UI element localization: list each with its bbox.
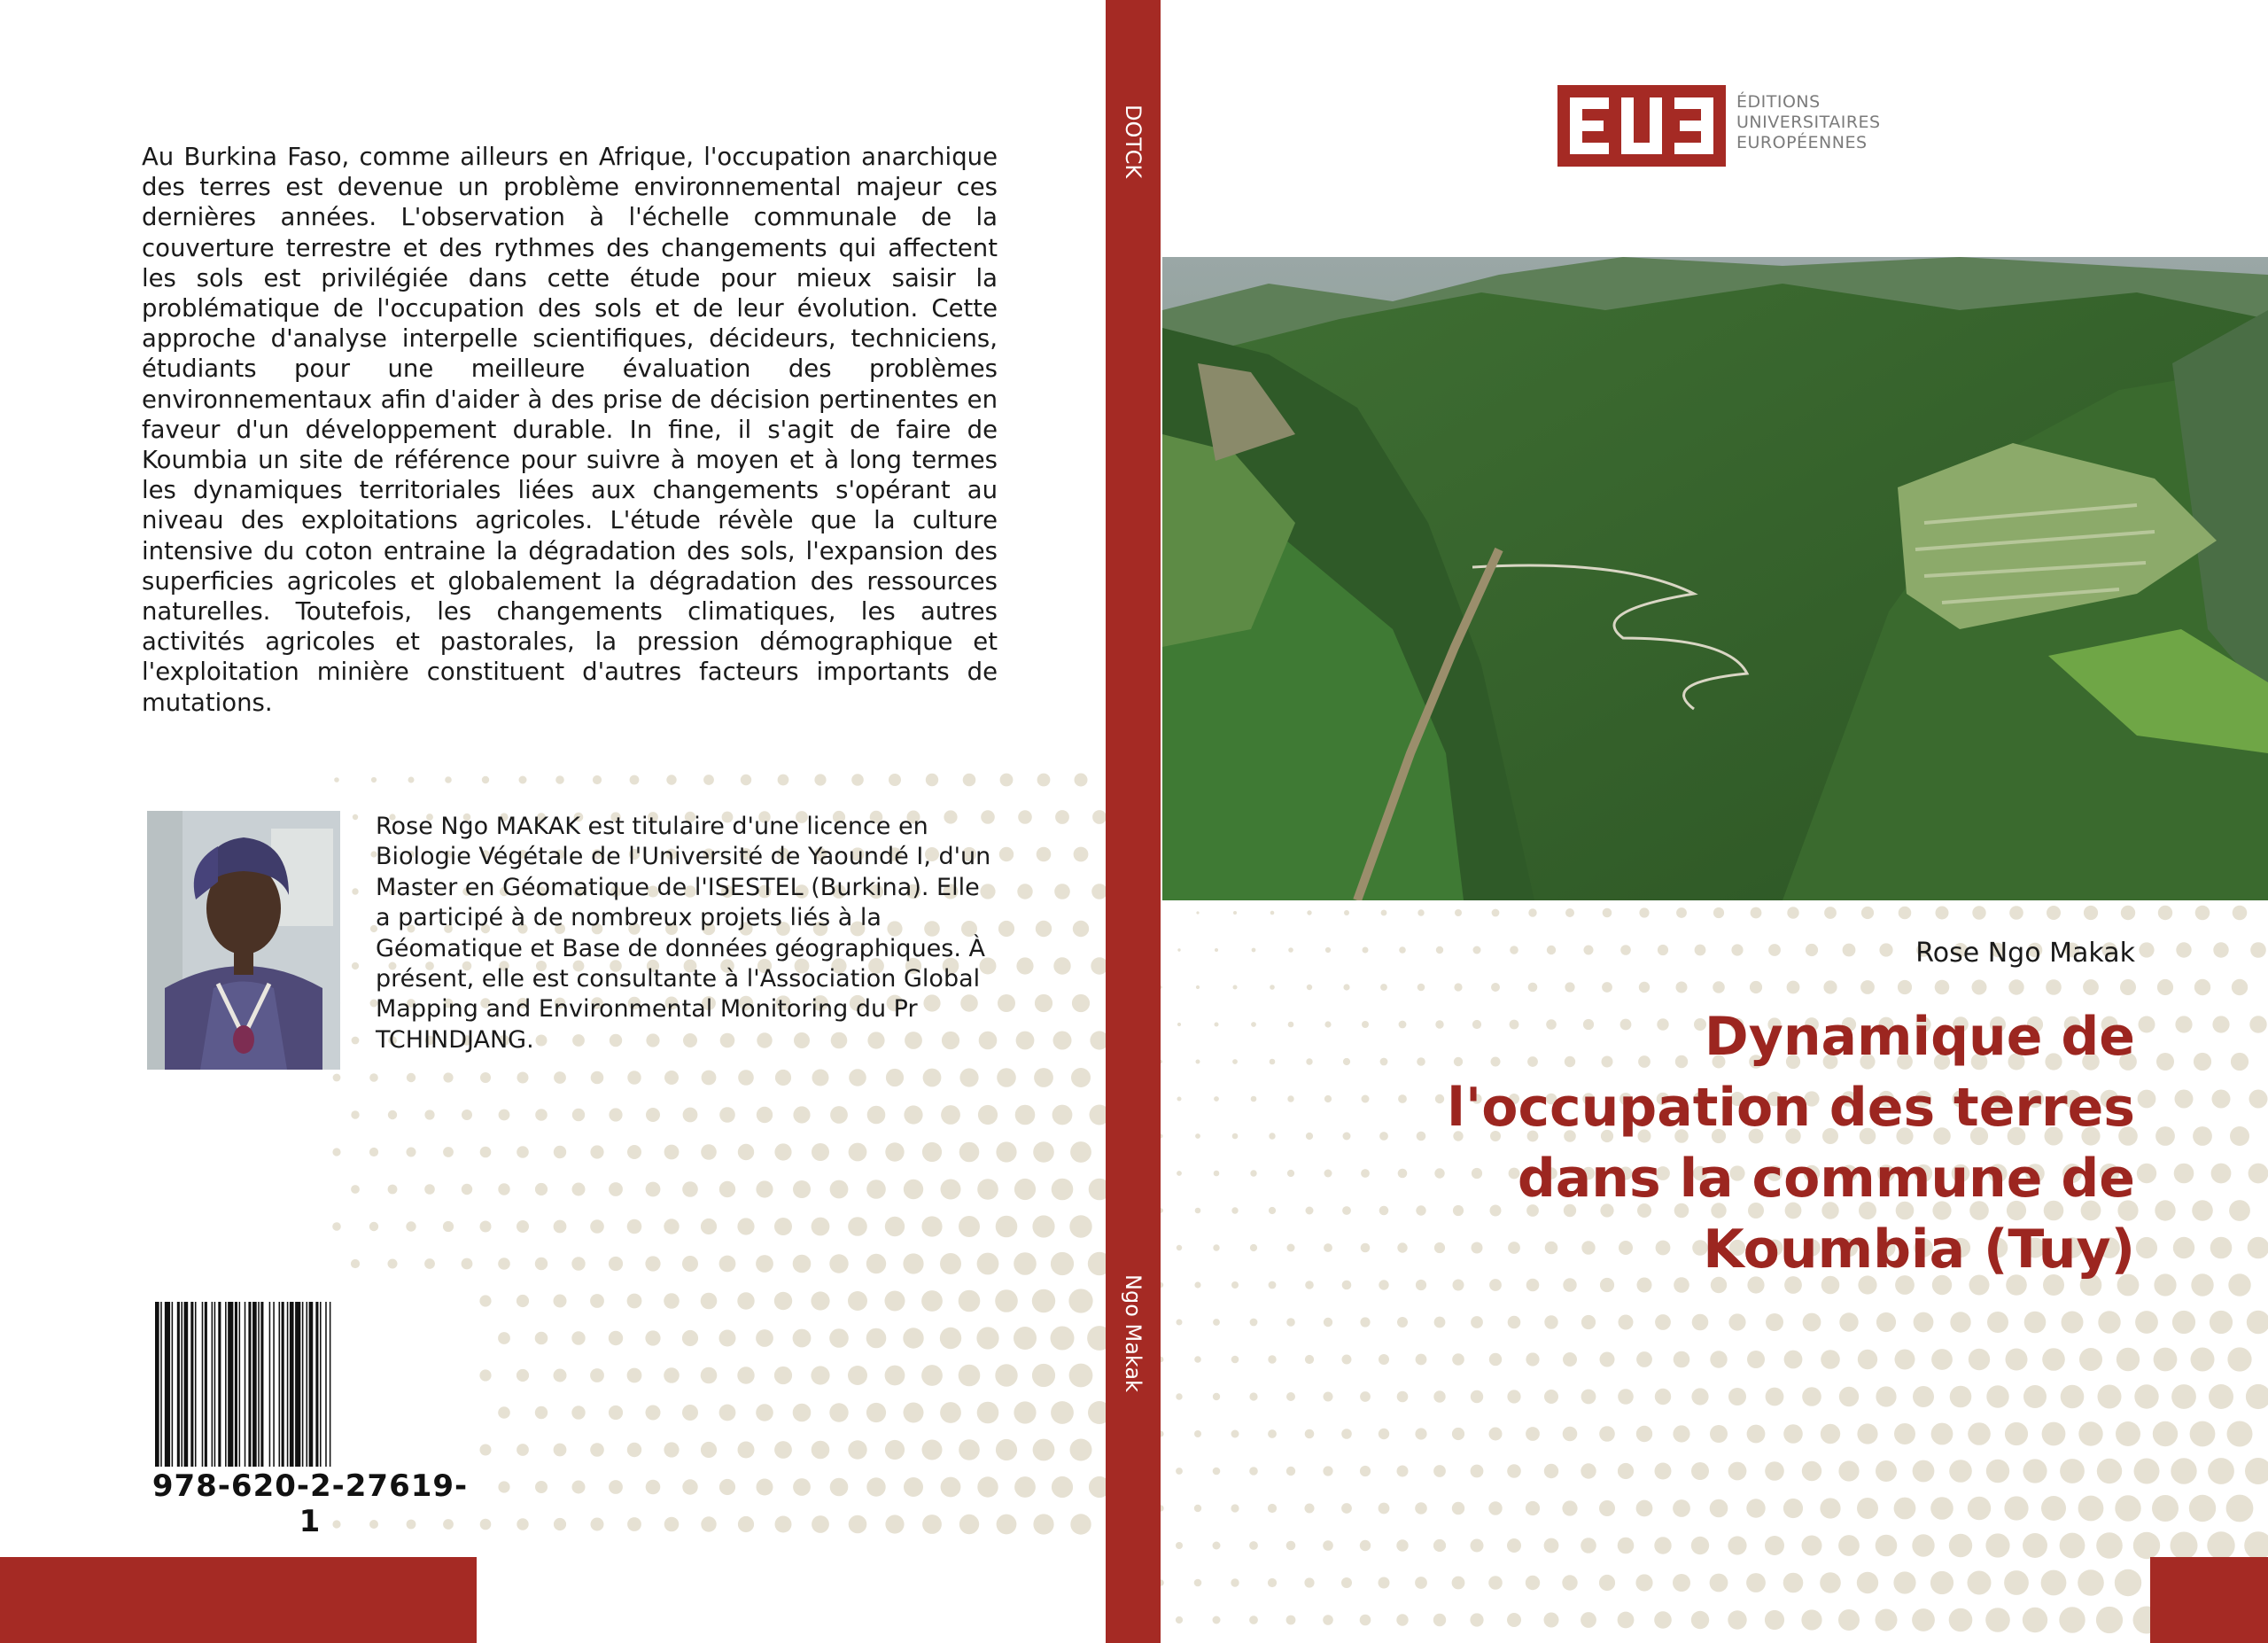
spine xyxy=(1106,0,1161,1643)
publisher-name-line-1: ÉDITIONS xyxy=(1736,92,1821,112)
back-cover-footer-bar xyxy=(0,1557,477,1643)
publisher-name-line-2: UNIVERSITAIRES xyxy=(1736,113,1881,132)
back-cover-summary: Au Burkina Faso, comme ailleurs en Afrique, l'occupation anarchique des terres est devenue un problème environnemental majeur ces dernières années. L'observation à l'échelle communale de la couverture terrestre et des rythmes des changements qui affectent les sols est privilégiée dans cette étude pour mieux saisir la problématique de l'occupation des sols et de leur évolution. Cette approche d'analyse interpelle scientifiques, décideurs, techniciens, étudiants pour une meilleure évaluation des problèmes environnementaux afin d'aider à des prise de décision pertinentes en faveur d'un développement durable. In fine, il s'agit de faire de Koumbia un site de référence pour suivre à moyen et à long termes les dynamiques territoriales liées aux changements s'opérant au niveau des exploitations agricoles. L'étude révèle que la culture intensive du coton entraine la dégradation des sols, l'expansion des superficies agricoles et globalement la dégradation des ressources naturelles. Toutefois, les changements climatiques, les autres activités agricoles et pastorales, la pression démographique et l'exploitation minière constituent d'autres facteurs importants de mutations. xyxy=(142,143,998,717)
book-title xyxy=(1249,1001,2135,1285)
spine-publisher: DOTCK xyxy=(1121,105,1146,179)
title-line-4: Koumbia (Tuy) xyxy=(1703,1219,2135,1281)
front-cover-footer-bar xyxy=(2150,1557,2268,1643)
title-line-3: dans la commune de xyxy=(1517,1148,2135,1210)
barcode xyxy=(142,1289,478,1539)
isbn-number: 978-620-2-27619-1 xyxy=(151,1468,469,1539)
cover-landscape-photo xyxy=(1162,257,2268,900)
publisher-name-line-3: EUROPÉENNES xyxy=(1736,133,1868,152)
publisher-logo xyxy=(1557,85,1726,170)
title-line-2: l'occupation des terres xyxy=(1447,1077,2135,1139)
author-bio: Rose Ngo MAKAK est titulaire d'une licence en Biologie Végétale de l'Université de Yaoundé I, d'un Master en Géomatique de l'ISESTEL (Burkina). Elle a participé à de nombreux projets liés à la Géomatique et Base de données géographiques. À présent, elle est consultante à l'Association Global Mapping and Environmental Monitoring du Pr TCHINDJANG. xyxy=(376,813,991,1054)
cover-author: Rose Ngo Makak xyxy=(1915,938,2135,969)
publisher-name xyxy=(1736,92,1881,153)
barcode-bars xyxy=(155,1302,465,1467)
author-photo xyxy=(147,811,340,1070)
spine-author: Ngo Makak xyxy=(1121,1274,1146,1392)
title-line-1: Dynamique de xyxy=(1704,1006,2135,1068)
